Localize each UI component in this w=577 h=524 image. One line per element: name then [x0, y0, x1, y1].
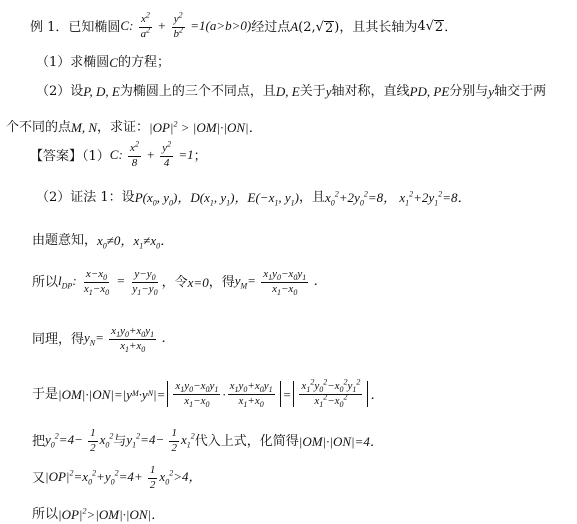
- text: 所以: [32, 274, 59, 290]
- proof-yn: [32, 322, 174, 356]
- answer-label: 【答案】（1）: [30, 148, 110, 164]
- text: 把: [32, 433, 46, 449]
- text: 与: [113, 433, 127, 449]
- answer-1: [30, 139, 207, 169]
- math-point-a: A(2,√ 2 ): [290, 18, 340, 36]
- text: ，且其长轴为: [339, 19, 418, 35]
- text: 经过点: [251, 19, 291, 35]
- math-op-sq: $|OP|^2=x_0^2+y_0^2=4+$ $\frac{1}{2}$ $x_0^2>4$，: [45, 463, 202, 491]
- text: 的方程；: [117, 54, 170, 70]
- text: 个不同的点: [6, 119, 72, 135]
- text: 代入上式，化简得: [194, 433, 299, 449]
- text: 关于: [299, 83, 326, 99]
- math-known: $x_0\ne 0$，$x_1\ne x_0$．: [97, 232, 174, 251]
- text: 于是: [32, 386, 59, 402]
- question-1: [36, 53, 170, 71]
- text: 为椭圆上的三个不同点，且: [119, 83, 276, 99]
- math-x-zero: x=0: [187, 274, 209, 290]
- text: 分别与: [449, 83, 489, 99]
- text: ，且: [298, 189, 325, 205]
- question-2-cont: [6, 117, 262, 137]
- proof-line-dp: [32, 265, 326, 299]
- math-ym: $y_M=$ $\frac{x_1y_0-x_0y_1}{x_1-x_0}$ ．: [234, 267, 327, 297]
- text: 同理，得: [32, 331, 85, 347]
- problem-intro: 例 1．已知椭圆: [30, 19, 121, 35]
- text: 轴对称，直线: [331, 83, 410, 99]
- text: ，求证：: [97, 119, 150, 135]
- proof-setup: [36, 188, 471, 206]
- math-result-4: |OM|·|ON|=4．: [298, 433, 383, 449]
- math-ellipse-answer: C: $\frac{x^2}{8}$ + $\frac{y^2}{4}$ =1: [109, 139, 194, 169]
- text: （2）证法 1：设: [36, 189, 135, 205]
- math-yn: $y_N=$ $\frac{x_1y_0+x_0y_1}{x_1+x_0}$ ．: [84, 324, 175, 354]
- math-y: y: [488, 83, 495, 99]
- text: （1）求椭圆: [36, 54, 110, 70]
- text: 由题意知，: [32, 232, 98, 248]
- proof-conclusion: [32, 505, 164, 523]
- problem-statement: [30, 10, 458, 40]
- text: ．: [444, 19, 458, 35]
- text: 又: [32, 470, 46, 486]
- math-y: y: [325, 83, 332, 99]
- math-mn: M, N: [71, 119, 98, 135]
- proof-substitute: [32, 428, 383, 454]
- proof-op: [32, 465, 201, 491]
- math-conditions: $x_0^2+2y_0^2=8$， $x_1^2+2y_1^2=8$．: [325, 189, 471, 208]
- math-major-axis: 4√ 2: [417, 19, 444, 35]
- math-product: |OM| · |ON| = |y M · y N | = $\frac{x_1y_0-x_0y_1}{x_1-x_0}$ · $\frac{x_1y_0+x_0y_1}{x_1+x_0}$ = $\frac{x_1^2y_0^2-x_0^2y_1^2}{x_1^2-x_0^2}$ ．: [58, 377, 384, 409]
- math-ellipse-eq: C: $\frac{x^2}{a^2}$ + $\frac{y^2}{b^2}$ =1(a>b>0): [120, 10, 252, 40]
- proof-known: [32, 231, 173, 249]
- math-lines: PD, PE: [409, 83, 450, 99]
- proof-product: [32, 375, 383, 413]
- text: （2）设: [36, 83, 84, 99]
- text: ，令: [161, 274, 188, 290]
- text: 轴交于两: [494, 83, 547, 99]
- math-points-pde: P, D, E: [83, 83, 120, 99]
- math-points-de: D, E: [275, 83, 300, 99]
- text: ；: [193, 148, 207, 164]
- text: ，得: [208, 274, 235, 290]
- math-y1sq: $y_1^2=4-$ $\frac{1}{2}$ $x_1^2$: [126, 426, 195, 454]
- math-conclusion: $|OP|^2>|OM|\cdot|ON|$．: [58, 506, 165, 522]
- math-y0sq: $y_0^2=4-$ $\frac{1}{2}$ $x_0^2$: [45, 426, 114, 454]
- math-line-dp: $l_{DP}$: $\frac{x-x_0}{x_1-x_0}$ = $\frac{y-y_0}{y_1-y_0}$: [58, 267, 158, 297]
- math-c: C: [109, 54, 118, 70]
- text: 所以: [32, 506, 59, 522]
- math-points: $P(x_0$, $y_0$)，$D(x_1$, $y_1$)，$E(-x_1$, $y_1$): [134, 189, 299, 208]
- question-2: [36, 82, 546, 100]
- math-inequality: $|OP|^2 > |OM|\cdot|ON|$．: [149, 119, 262, 135]
